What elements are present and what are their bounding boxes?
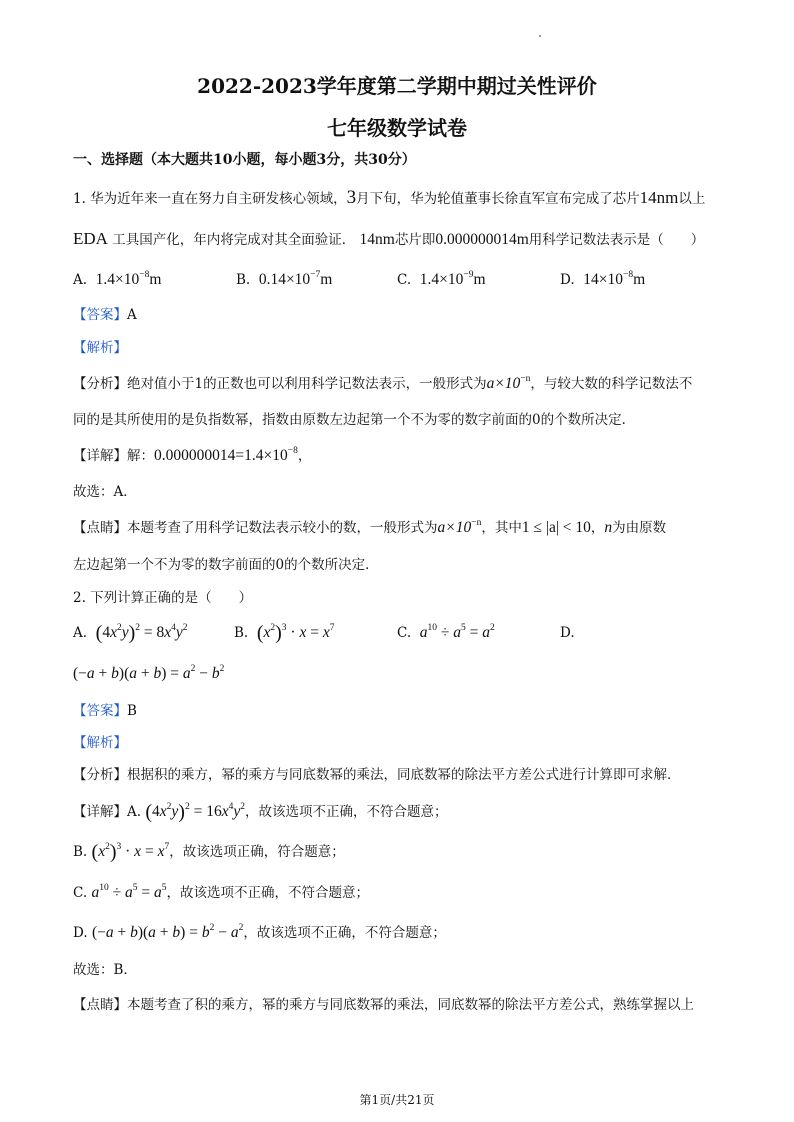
q1-fenxi-line2: 同的是其所使用的是负指数幂，指数由原数左边起第一个不为零的数字前面的0的个数所决定． [73, 412, 636, 428]
q2-option-a: A. $(4x^2y)^2 = 8x^4y^2$ [73, 622, 188, 644]
q1-option-d: D. $14\times 10^{-8}m$ [560, 270, 646, 288]
q2-stem: 2. 下列计算正确的是（ ） [73, 590, 253, 606]
page-title: 2022-2023学年度第二学期中期过关性评价 [197, 74, 597, 98]
q2-detail-a: 【详解】A. $(4x^2y)^2 = 16x^4y^2$，故该选项不正确，不符合题意； [73, 801, 448, 823]
q1-analysis-label: 【解析】 [73, 340, 127, 356]
page-subtitle: 七年级数学试卷 [327, 116, 467, 140]
q2-dianjing: 【点睛】本题考查了积的乘方，幂的乘方与同底数幂的乘法，同底数幂的除法平方差公式，熟练掌握以上 [73, 997, 694, 1013]
q1-stem-line2: EDA 工具国产化，年内将完成对其全面验证． 14nm芯片即0.000000014m用科学记数法表示是（ ） [73, 229, 705, 248]
q1-stem-line1: 1. 华为近年来一直在努力自主研发核心领域，3月下旬，华为轮值董事长徐直军宣布完成了芯片14nm以上 [73, 187, 706, 208]
q2-guxuan: 故选：B． [73, 962, 137, 978]
q1-fenxi-line1: 【分析】绝对值小于1的正数也可以利用科学记数法表示，一般形式为$a\times 10^{-n}$，与较大数的科学记数法不 [73, 374, 693, 392]
q1-xiangjie: 【详解】解：$0.000000014=1.4\times 10^{-8}$， [73, 446, 312, 464]
section-heading: 一、选择题（本大题共10小题，每小题3分，共30分） [73, 152, 416, 168]
q1-guxuan: 故选：A． [73, 484, 137, 500]
q2-detail-d: D. $(-a + b)(a + b) = b^2 - a^2$，故该选项不正确，不符合题意； [73, 923, 446, 941]
q2-analysis-label: 【解析】 [73, 735, 127, 751]
q1-option-a: A. $1.4\times 10^{-8}m$ [73, 270, 162, 288]
q2-answer: 【答案】B [73, 703, 137, 719]
q2-option-d-label: D. [560, 625, 575, 641]
scan-dot [539, 35, 541, 37]
q2-option-c: C. $a^{10} \div a^5 = a^2$ [397, 623, 495, 641]
q2-detail-b: B. $(x^2)^3 \cdot x = x^7$，故该选项正确，符合题意； [73, 841, 345, 863]
q2-detail-c: C. $a^{10} \div a^5 = a^5$，故该选项不正确，不符合题意； [73, 883, 369, 901]
q1-dianjing-line1: 【点睛】本题考查了用科学记数法表示较小的数，一般形式为$a\times 10^{-n}$，其中1 ≤ |a| < 10，n为由原数 [73, 518, 667, 536]
q2-option-b: B. $(x^2)^3 \cdot x = x^7$ [234, 622, 335, 644]
q1-dianjing-line2: 左边起第一个不为零的数字前面的0的个数所决定． [73, 557, 379, 573]
q2-fenxi: 【分析】根据积的乘方，幂的乘方与同底数幂的乘法，同底数幂的除法平方差公式进行计算即可求解． [73, 767, 681, 783]
q1-option-c: C. $1.4\times 10^{-9}m$ [397, 270, 486, 288]
q1-answer: 【答案】A [73, 307, 137, 323]
q1-option-b: B. $0.14\times 10^{-7}m$ [236, 270, 333, 288]
page-number: 第1页/共21页 [359, 1093, 435, 1107]
q2-option-d: $(-a + b)(a + b) = a^2 - b^2$ [73, 664, 225, 682]
